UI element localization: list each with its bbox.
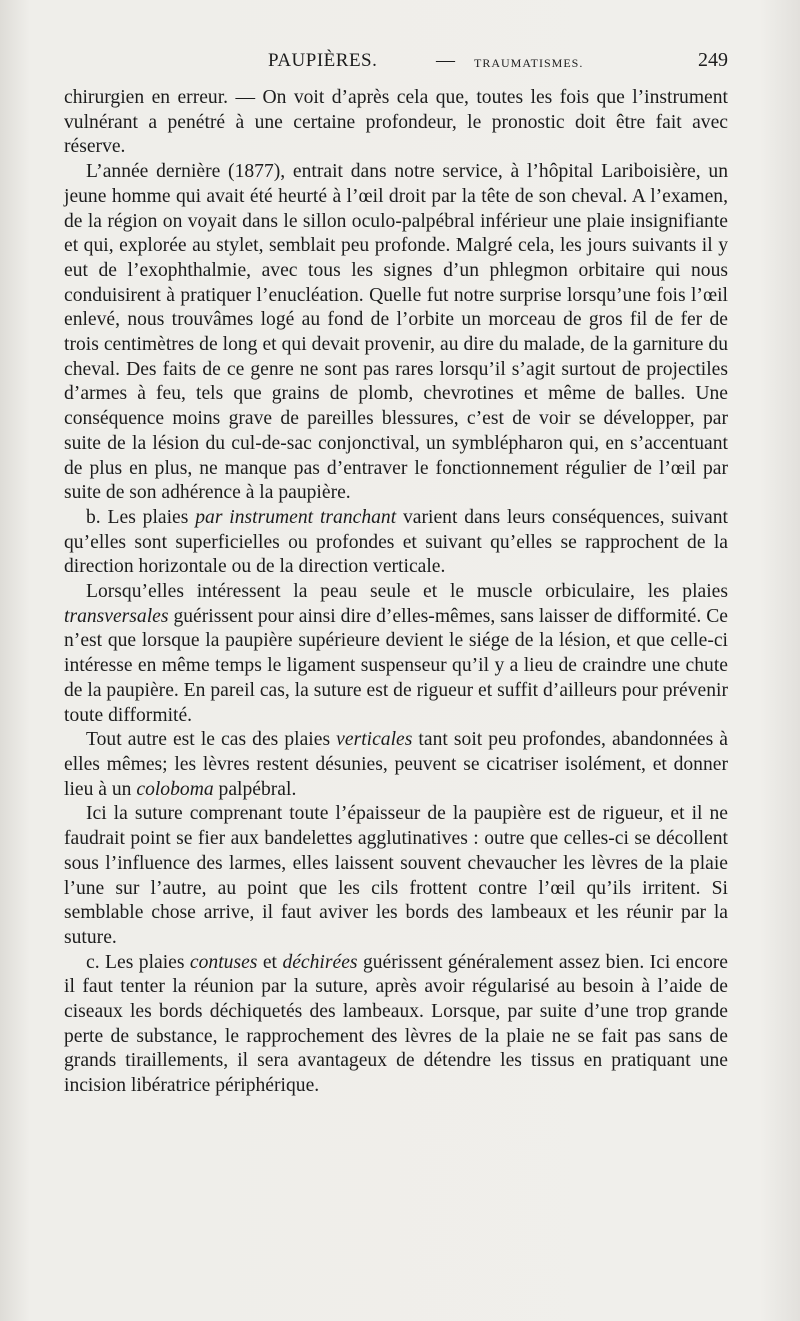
text-run: Ici la suture comprenant toute l’épaisseur de la paupière est de rigueur, et il ne faudrait point se fier aux bandelettes agglutinatives : outre que celles-ci se décollent sous l’influence des larmes, elles laissent souvent chevaucher les lèvres de la plaie l’une sur l’autre, au point que les cils frottent contre l’œil qu’ils irritent. Si semblable chose arrive, il faut aviver les bords des lambeaux et les réunir par la suture. — [64, 803, 728, 948]
text-run: guérissent pour ainsi dire d’elles-mêmes, sans laisser de difformité. Ce n’est que lorsque la paupière supérieure devient le siége de la lésion, et que celle-ci intéresse en même temps le ligament suspenseur qu’il y a lieu de craindre une chute de la paupière. En pareil cas, la suture est de rigueur et suffit d’ailleurs pour prévenir toute difformité. — [64, 605, 728, 726]
italic-text: contuses — [189, 951, 258, 973]
text-run: tant soit peu profondes, abandonnées à elles mêmes; les lèvres restent désunies, peuvent se cicatriser isolément, et donner lieu à un — [64, 729, 728, 800]
page-header — [64, 46, 728, 80]
italic-text: par instrument tranchant — [195, 506, 397, 528]
italic-text: coloboma — [136, 778, 214, 800]
text-run: guérissent généralement assez bien. Ici encore il faut tenter la réunion par la suture, après avoir régularisé au besoin à l’aide de ciseaux les bords déchiquetés des lambeaux. Lorsque, par suite d’une trop grande perte de substance, le rapprochement des lèvres de la plaie ne se fait pas sans de grands tiraillements, il sera avantageux de détendre les tissus en pratiquant une incision libératrice périphérique. — [64, 951, 728, 1097]
italic-text: verticales — [336, 729, 413, 751]
text-run: et — [257, 951, 283, 973]
text-run: b. Les plaies — [86, 506, 196, 528]
body-text — [64, 86, 728, 1099]
text-run: chirurgien en erreur. — On voit d’après cela que, toutes les fois que l’instrument vulnérant a penétré à une certaine profondeur, le pronostic doit être fait avec réserve. — [64, 87, 728, 158]
paragraph — [64, 580, 728, 728]
text-run: varient dans leurs conséquences, suivant qu’elles sont superficielles ou profondes et suivant qu’elles se rapprochent de la direction horizontale ou de la direction verticale. — [64, 506, 728, 578]
running-title: PAUPIÈRES. — [268, 50, 378, 71]
header-dash: — — [436, 50, 455, 71]
paragraph — [64, 86, 728, 160]
text-run: c. Les plaies — [86, 951, 190, 973]
paragraph — [64, 160, 728, 506]
running-subtitle: TRAUMATISMES. — [474, 56, 584, 70]
text-run: Lorsqu’elles intéressent la peau seule et le muscle orbiculaire, les plaies — [86, 581, 728, 603]
paragraph — [64, 802, 728, 950]
text-run: Tout autre est le cas des plaies — [86, 729, 337, 751]
text-run: L’année dernière (1877), entrait dans notre service, à l’hôpital Lariboisière, un jeune homme qui avait été heurté à l’œil droit par la tête de son cheval. A l’examen, de la région on voyait dans le sillon oculo-palpébral inférieur une plaie insignifiante et qui, explorée au stylet, semblait peu profonde. Malgré cela, les jours suivants il y eut de l’exophthalmie, avec tous les signes d’un phlegmon orbitaire qui nous conduisirent à pratiquer l’enucléation. Quelle fut notre surprise lorsqu’une fois l’œil enlevé, nous trouvâmes logé au fond de l’orbite un morceau de gros fil de fer de trois centimètres de long et qui devait provenir, au dire du malade, de la garniture du cheval. Des faits de ce genre ne sont pas rares lorsqu’il s’agit surtout de projectiles d’armes à feu, tels que grains de plomb, chevrotines et même de balles. Une conséquence moins grave de pareilles blessures, c’est de voir se développer, par suite de la lésion du cul-de-sac conjonctival, un symblépharon qui, en s’accentuant de plus en plus, ne manque pas d’entraver le fonctionnement régulier de l’œil par suite de son adhérence à la paupière. — [64, 161, 728, 504]
text-run: palpébral. — [213, 778, 297, 800]
page-number: 249 — [698, 49, 728, 71]
paragraph — [64, 951, 728, 1099]
italic-text: transversales — [64, 605, 169, 627]
paragraph — [64, 728, 728, 802]
paragraph — [64, 506, 728, 580]
italic-text: déchirées — [282, 951, 358, 973]
